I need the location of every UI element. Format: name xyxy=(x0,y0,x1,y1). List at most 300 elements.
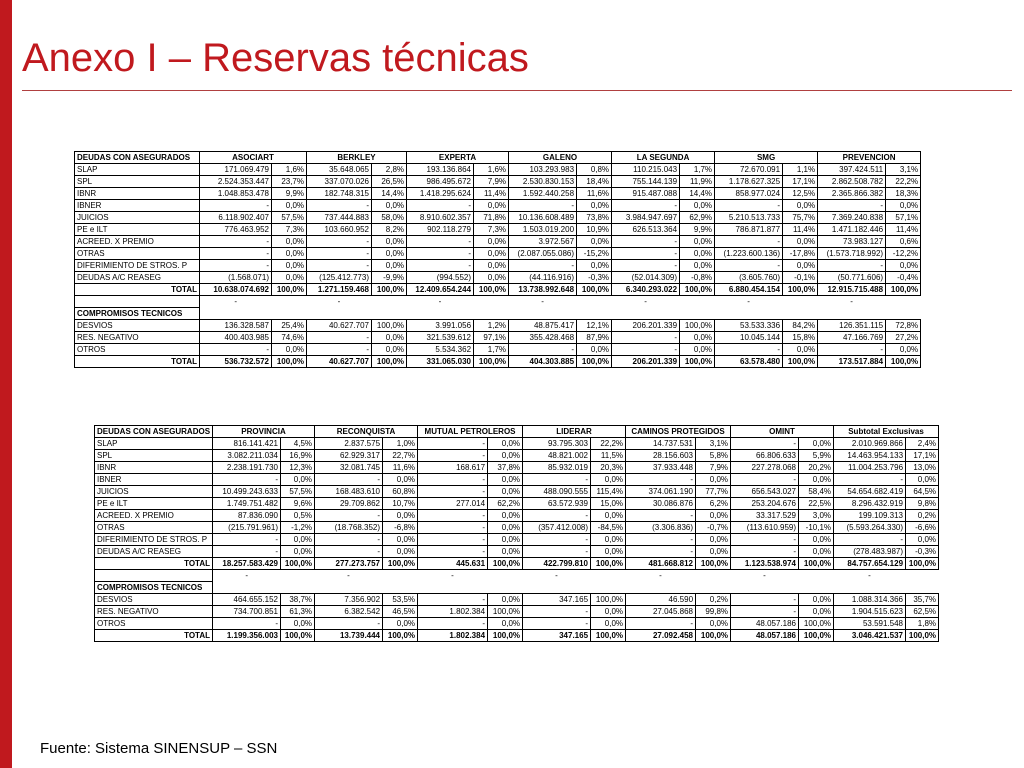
percent-cell: 0,0% xyxy=(680,260,715,272)
amount-cell: - xyxy=(523,534,591,546)
amount-cell: 1.418.295.624 xyxy=(407,188,474,200)
percent-cell: 100,0% xyxy=(783,356,818,368)
amount-cell: 10.638.074.692 xyxy=(200,284,272,296)
amount-cell: - xyxy=(834,534,906,546)
percent-cell: 9,9% xyxy=(272,188,307,200)
amount-cell: - xyxy=(834,474,906,486)
percent-cell: 0,0% xyxy=(488,594,523,606)
percent-cell: -15,2% xyxy=(577,248,612,260)
column-header: ASOCIART xyxy=(200,152,307,164)
percent-cell: 14,4% xyxy=(372,188,407,200)
amount-cell: - xyxy=(315,618,383,630)
row-label: PE e ILT xyxy=(95,498,213,510)
spacer-cell: - xyxy=(644,297,647,307)
percent-cell: 0,0% xyxy=(680,332,715,344)
amount-cell: 337.070.026 xyxy=(307,176,372,188)
percent-cell: 3,1% xyxy=(696,438,731,450)
amount-cell: - xyxy=(731,594,799,606)
percent-cell: 74,6% xyxy=(272,332,307,344)
percent-cell: 10,9% xyxy=(577,224,612,236)
spacer-row xyxy=(75,296,921,308)
percent-cell: 0,0% xyxy=(488,522,523,534)
amount-cell: 32.081.745 xyxy=(315,462,383,474)
amount-cell: - xyxy=(731,606,799,618)
amount-cell: - xyxy=(612,260,680,272)
row-label: SPL xyxy=(75,176,200,188)
amount-cell: 110.215.043 xyxy=(612,164,680,176)
percent-cell: -0,3% xyxy=(906,546,939,558)
table-row xyxy=(75,320,921,332)
amount-cell: 53.591.548 xyxy=(834,618,906,630)
amount-cell: - xyxy=(315,546,383,558)
percent-cell: 0,0% xyxy=(281,534,315,546)
row-label: DESVIOS xyxy=(95,594,213,606)
column-header: OMINT xyxy=(731,426,834,438)
amount-cell: 103.660.952 xyxy=(307,224,372,236)
percent-cell: 7,3% xyxy=(272,224,307,236)
percent-cell: 0,0% xyxy=(783,344,818,356)
amount-cell: 1.471.182.446 xyxy=(818,224,886,236)
amount-cell: (3.306.836) xyxy=(626,522,696,534)
percent-cell: 1,7% xyxy=(680,164,715,176)
amount-cell: 321.539.612 xyxy=(407,332,474,344)
amount-cell: 816.141.421 xyxy=(213,438,281,450)
row-label: JUICIOS xyxy=(95,486,213,498)
percent-cell: 100,0% xyxy=(591,630,626,642)
column-header: SMG xyxy=(715,152,818,164)
percent-cell: 100,0% xyxy=(474,356,509,368)
percent-cell: 0,0% xyxy=(799,474,834,486)
percent-cell: 0,0% xyxy=(696,474,731,486)
amount-cell: 48.057.186 xyxy=(731,618,799,630)
amount-cell: 199.109.313 xyxy=(834,510,906,522)
amount-cell: 374.061.190 xyxy=(626,486,696,498)
column-header: PREVENCION xyxy=(818,152,921,164)
amount-cell: 7.356.902 xyxy=(315,594,383,606)
amount-cell: 12.915.715.488 xyxy=(818,284,886,296)
percent-cell: 62,5% xyxy=(906,606,939,618)
amount-cell: 2.010.969.866 xyxy=(834,438,906,450)
amount-cell: (278.483.987) xyxy=(834,546,906,558)
spacer-cell: - xyxy=(245,571,249,581)
percent-cell: 0,0% xyxy=(372,248,407,260)
percent-cell: 3,0% xyxy=(799,510,834,522)
amount-cell: 3.972.567 xyxy=(509,236,577,248)
percent-cell: 37,8% xyxy=(488,462,523,474)
header-label: DEUDAS CON ASEGURADOS xyxy=(75,152,200,164)
row-label: IBNR xyxy=(95,462,213,474)
percent-cell: 0,0% xyxy=(886,200,921,212)
amount-cell: 66.806.633 xyxy=(731,450,799,462)
column-header: LIDERAR xyxy=(523,426,626,438)
amount-cell: 626.513.364 xyxy=(612,224,680,236)
percent-cell: 97,1% xyxy=(474,332,509,344)
amount-cell: - xyxy=(213,618,281,630)
percent-cell: 4,5% xyxy=(281,438,315,450)
spacer-cell xyxy=(474,296,509,308)
table-row xyxy=(95,522,939,534)
amount-cell: - xyxy=(200,260,272,272)
amount-cell: 422.799.810 xyxy=(523,558,591,570)
amount-cell: - xyxy=(626,534,696,546)
spacer-cell xyxy=(281,570,315,582)
amount-cell: 206.201.339 xyxy=(612,320,680,332)
percent-cell: 11,6% xyxy=(383,462,418,474)
amount-cell: - xyxy=(715,200,783,212)
amount-cell: 536.732.572 xyxy=(200,356,272,368)
percent-cell: 12,5% xyxy=(783,188,818,200)
percent-cell: 0,0% xyxy=(680,236,715,248)
row-label: IBNR xyxy=(75,188,200,200)
spacer-cell: - xyxy=(659,571,662,581)
amount-cell: 2.837.575 xyxy=(315,438,383,450)
row-label: OTROS xyxy=(95,618,213,630)
amount-cell: 656.543.027 xyxy=(731,486,799,498)
percent-cell: 0,0% xyxy=(488,486,523,498)
percent-cell: 0,0% xyxy=(488,618,523,630)
amount-cell: - xyxy=(418,594,488,606)
percent-cell: 100,0% xyxy=(372,356,407,368)
amount-cell: - xyxy=(307,260,372,272)
amount-cell: 355.428.468 xyxy=(509,332,577,344)
percent-cell: 0,0% xyxy=(799,546,834,558)
percent-cell: 64,5% xyxy=(906,486,939,498)
amount-cell: 1.123.538.974 xyxy=(731,558,799,570)
spacer-cell: - xyxy=(337,297,341,307)
column-header: GALENO xyxy=(509,152,612,164)
amount-cell: - xyxy=(200,236,272,248)
percent-cell: 5,9% xyxy=(799,450,834,462)
percent-cell: 100,0% xyxy=(281,558,315,570)
amount-cell: 445.631 xyxy=(418,558,488,570)
amount-cell: - xyxy=(509,260,577,272)
table-row xyxy=(75,272,921,284)
amount-cell: - xyxy=(307,248,372,260)
table-row xyxy=(75,188,921,200)
amount-cell: - xyxy=(612,236,680,248)
amount-cell: 1.048.853.478 xyxy=(200,188,272,200)
amount-cell: (994.552) xyxy=(407,272,474,284)
percent-cell: 1,2% xyxy=(474,320,509,332)
percent-cell: 0,5% xyxy=(281,510,315,522)
percent-cell: 0,2% xyxy=(906,510,939,522)
percent-cell: 1,8% xyxy=(906,618,939,630)
percent-cell: 22,5% xyxy=(799,498,834,510)
percent-cell: -17,8% xyxy=(783,248,818,260)
percent-cell: 100,0% xyxy=(680,320,715,332)
percent-cell: 16,9% xyxy=(281,450,315,462)
amount-cell: 1.904.515.623 xyxy=(834,606,906,618)
section-header-row xyxy=(95,582,939,594)
percent-cell: 0,0% xyxy=(474,260,509,272)
table-header-row xyxy=(95,426,939,438)
percent-cell: 11,6% xyxy=(577,188,612,200)
amount-cell: 35.648.065 xyxy=(307,164,372,176)
amount-cell: 2.524.353.447 xyxy=(200,176,272,188)
amount-cell: 12.409.654.244 xyxy=(407,284,474,296)
amount-cell: 136.328.587 xyxy=(200,320,272,332)
table-row xyxy=(75,164,921,176)
amount-cell: - xyxy=(307,344,372,356)
spacer-cell: - xyxy=(451,571,454,581)
table-row xyxy=(95,510,939,522)
percent-cell: 77,7% xyxy=(696,486,731,498)
percent-cell: -1,2% xyxy=(281,522,315,534)
amount-cell: (1.573.718.992) xyxy=(818,248,886,260)
percent-cell: 13,0% xyxy=(906,462,939,474)
amount-cell: (357.412.008) xyxy=(523,522,591,534)
amount-cell: 331.065.030 xyxy=(407,356,474,368)
percent-cell: 60,8% xyxy=(383,486,418,498)
amount-cell: - xyxy=(731,534,799,546)
total-row xyxy=(75,356,921,368)
table-row xyxy=(95,618,939,630)
percent-cell: 72,8% xyxy=(886,320,921,332)
amount-cell: 347.165 xyxy=(523,594,591,606)
amount-cell: 168.617 xyxy=(418,462,488,474)
spacer-row xyxy=(95,570,939,582)
amount-cell: 2.530.830.153 xyxy=(509,176,577,188)
row-label: ACREED. X PREMIO xyxy=(75,236,200,248)
percent-cell: 14,4% xyxy=(680,188,715,200)
percent-cell: 0,0% xyxy=(272,272,307,284)
amount-cell: - xyxy=(818,344,886,356)
amount-cell: 6.340.293.022 xyxy=(612,284,680,296)
percent-cell: 0,0% xyxy=(591,474,626,486)
amount-cell: 73.983.127 xyxy=(818,236,886,248)
percent-cell: 0,0% xyxy=(488,534,523,546)
amount-cell: 8.296.432.919 xyxy=(834,498,906,510)
percent-cell: 22,7% xyxy=(383,450,418,462)
percent-cell: -9,9% xyxy=(372,272,407,284)
amount-cell: 481.668.812 xyxy=(626,558,696,570)
percent-cell: 0,0% xyxy=(577,344,612,356)
amount-cell: 206.201.339 xyxy=(612,356,680,368)
row-label: SPL xyxy=(95,450,213,462)
percent-cell: 0,0% xyxy=(474,272,509,284)
percent-cell: 53,5% xyxy=(383,594,418,606)
amount-cell: - xyxy=(626,510,696,522)
amount-cell: - xyxy=(509,200,577,212)
percent-cell: 7,9% xyxy=(696,462,731,474)
amount-cell: 1.592.440.258 xyxy=(509,188,577,200)
percent-cell: 6,2% xyxy=(696,498,731,510)
spacer-cell xyxy=(577,296,612,308)
amount-cell: 3.984.947.697 xyxy=(612,212,680,224)
percent-cell: 17,1% xyxy=(783,176,818,188)
table-row xyxy=(75,236,921,248)
section-header-row xyxy=(75,308,921,320)
percent-cell: 61,3% xyxy=(281,606,315,618)
amount-cell: 734.700.851 xyxy=(213,606,281,618)
percent-cell: 0,0% xyxy=(577,260,612,272)
percent-cell: 12,1% xyxy=(577,320,612,332)
row-label: IBNER xyxy=(95,474,213,486)
percent-cell: 18,3% xyxy=(886,188,921,200)
percent-cell: 0,0% xyxy=(799,438,834,450)
amount-cell: - xyxy=(307,236,372,248)
percent-cell: 84,2% xyxy=(783,320,818,332)
amount-cell: 400.403.985 xyxy=(200,332,272,344)
amount-cell: 54.654.682.419 xyxy=(834,486,906,498)
amount-cell: - xyxy=(612,248,680,260)
spacer-cell xyxy=(372,296,407,308)
amount-cell: (50.771.606) xyxy=(818,272,886,284)
percent-cell: 100,0% xyxy=(906,630,939,642)
percent-cell: 100,0% xyxy=(272,284,307,296)
percent-cell: 100,0% xyxy=(696,630,731,642)
amount-cell: 755.144.139 xyxy=(612,176,680,188)
amount-cell: 858.977.024 xyxy=(715,188,783,200)
amount-cell: 10.136.608.489 xyxy=(509,212,577,224)
percent-cell: 11,4% xyxy=(886,224,921,236)
total-row xyxy=(75,284,921,296)
amount-cell: 53.533.336 xyxy=(715,320,783,332)
percent-cell: 100,0% xyxy=(488,558,523,570)
amount-cell: 737.444.883 xyxy=(307,212,372,224)
amount-cell: 7.369.240.838 xyxy=(818,212,886,224)
table-row xyxy=(75,344,921,356)
spacer-cell xyxy=(886,296,921,308)
amount-cell: 63.572.939 xyxy=(523,498,591,510)
percent-cell: 0,0% xyxy=(680,344,715,356)
percent-cell: 0,0% xyxy=(591,606,626,618)
table-row xyxy=(95,534,939,546)
percent-cell: -0,1% xyxy=(783,272,818,284)
percent-cell: 0,0% xyxy=(272,236,307,248)
percent-cell: 9,8% xyxy=(906,498,939,510)
amount-cell: 47.166.769 xyxy=(818,332,886,344)
amount-cell: 1.088.314.366 xyxy=(834,594,906,606)
spacer-cell: - xyxy=(438,297,442,307)
percent-cell: 0,0% xyxy=(906,534,939,546)
percent-cell: 0,0% xyxy=(372,344,407,356)
reserves-table-bottom xyxy=(94,425,939,642)
header-label: DEUDAS CON ASEGURADOS xyxy=(95,426,213,438)
table-row xyxy=(95,450,939,462)
spacer-cell xyxy=(95,570,213,582)
row-label: PE e ILT xyxy=(75,224,200,236)
percent-cell: 11,9% xyxy=(680,176,715,188)
table-row xyxy=(95,438,939,450)
amount-cell: - xyxy=(407,260,474,272)
amount-cell: 168.483.610 xyxy=(315,486,383,498)
spacer-cell: - xyxy=(763,571,766,581)
percent-cell: 58,0% xyxy=(372,212,407,224)
amount-cell: 488.090.555 xyxy=(523,486,591,498)
amount-cell: 87.836.090 xyxy=(213,510,281,522)
table-row xyxy=(95,474,939,486)
amount-cell: 1.749.751.482 xyxy=(213,498,281,510)
percent-cell: 10,7% xyxy=(383,498,418,510)
amount-cell: 193.136.864 xyxy=(407,164,474,176)
spacer-cell: - xyxy=(868,571,871,581)
amount-cell: 13.738.992.648 xyxy=(509,284,577,296)
amount-cell: - xyxy=(315,474,383,486)
percent-cell: -0,3% xyxy=(577,272,612,284)
percent-cell: 0,0% xyxy=(906,474,939,486)
percent-cell: 0,6% xyxy=(886,236,921,248)
row-label: SLAP xyxy=(95,438,213,450)
amount-cell: 1.503.019.200 xyxy=(509,224,577,236)
row-label: OTRAS xyxy=(75,248,200,260)
table-row xyxy=(95,594,939,606)
amount-cell: - xyxy=(731,474,799,486)
percent-cell: 20,3% xyxy=(591,462,626,474)
percent-cell: 0,0% xyxy=(577,236,612,248)
column-header: RECONQUISTA xyxy=(315,426,418,438)
amount-cell: 10.045.144 xyxy=(715,332,783,344)
amount-cell: - xyxy=(418,474,488,486)
percent-cell: 0,0% xyxy=(281,618,315,630)
percent-cell: 0,0% xyxy=(696,510,731,522)
column-header: LA SEGUNDA xyxy=(612,152,715,164)
amount-cell: 1.178.627.325 xyxy=(715,176,783,188)
percent-cell: 0,0% xyxy=(783,260,818,272)
percent-cell: 100,0% xyxy=(488,606,523,618)
percent-cell: 15,0% xyxy=(591,498,626,510)
table-row xyxy=(75,176,921,188)
amount-cell: - xyxy=(418,438,488,450)
percent-cell: 115,4% xyxy=(591,486,626,498)
amount-cell: - xyxy=(626,474,696,486)
amount-cell: 62.929.317 xyxy=(315,450,383,462)
amount-cell: - xyxy=(407,236,474,248)
percent-cell: 5,8% xyxy=(696,450,731,462)
percent-cell: 0,0% xyxy=(577,200,612,212)
section-filler xyxy=(213,582,939,594)
column-header: CAMINOS PROTEGIDOS xyxy=(626,426,731,438)
percent-cell: 0,0% xyxy=(488,474,523,486)
percent-cell: -6,6% xyxy=(906,522,939,534)
amount-cell: 277.014 xyxy=(418,498,488,510)
spacer-cell xyxy=(488,570,523,582)
amount-cell: 18.257.583.429 xyxy=(213,558,281,570)
percent-cell: 100,0% xyxy=(799,558,834,570)
section-label: COMPROMISOS TECNICOS xyxy=(95,582,213,594)
percent-cell: 73,8% xyxy=(577,212,612,224)
percent-cell: 0,0% xyxy=(383,534,418,546)
amount-cell: 14.737.531 xyxy=(626,438,696,450)
amount-cell: - xyxy=(200,200,272,212)
amount-cell: 1.802.384 xyxy=(418,630,488,642)
row-label: OTRAS xyxy=(95,522,213,534)
percent-cell: 0,0% xyxy=(488,438,523,450)
row-label: TOTAL xyxy=(95,630,213,642)
percent-cell: 0,0% xyxy=(591,618,626,630)
percent-cell: -0,8% xyxy=(680,272,715,284)
percent-cell: 0,0% xyxy=(591,546,626,558)
amount-cell: 986.495.672 xyxy=(407,176,474,188)
amount-cell: - xyxy=(307,200,372,212)
amount-cell: 93.795.303 xyxy=(523,438,591,450)
amount-cell: 14.463.954.133 xyxy=(834,450,906,462)
amount-cell: - xyxy=(523,474,591,486)
row-label: TOTAL xyxy=(75,356,200,368)
amount-cell: - xyxy=(818,260,886,272)
percent-cell: -84,5% xyxy=(591,522,626,534)
percent-cell: 100,0% xyxy=(680,284,715,296)
spacer-cell: - xyxy=(541,297,544,307)
percent-cell: 57,1% xyxy=(886,212,921,224)
amount-cell: 1.271.159.468 xyxy=(307,284,372,296)
percent-cell: 0,0% xyxy=(372,332,407,344)
amount-cell: 397.424.511 xyxy=(818,164,886,176)
column-header: Subtotal Exclusivas xyxy=(834,426,939,438)
amount-cell: - xyxy=(407,200,474,212)
spacer-cell xyxy=(591,570,626,582)
percent-cell: 0,0% xyxy=(272,248,307,260)
